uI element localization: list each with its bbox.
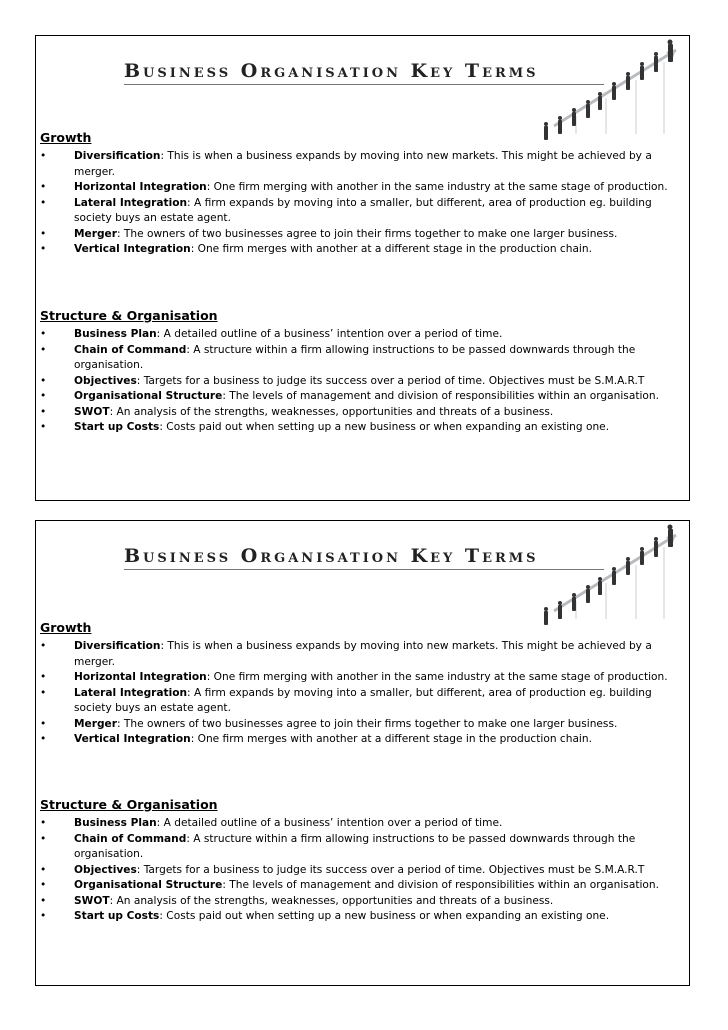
term-definition: : A detailed outline of a business’ intention over a period of time. xyxy=(156,328,503,340)
term-definition: : One firm merges with another at a different stage in the production chain. xyxy=(190,243,592,255)
term-name: SWOT xyxy=(74,405,110,418)
term-definition: : A structure within a firm allowing instructions to be passed downwards through the organisation. xyxy=(74,832,636,860)
term-name: Horizontal Integration xyxy=(74,181,207,193)
term-definition: : Targets for a business to judge its success over a period of time. Objectives must be S.M.A.R.T xyxy=(136,374,645,387)
bullet-icon: • xyxy=(40,405,47,418)
term-item xyxy=(40,816,688,832)
term-definition: : Costs paid out when setting up a new business or when expanding an existing one. xyxy=(159,421,610,433)
term-item xyxy=(40,732,688,748)
term-name: Objectives xyxy=(74,863,137,876)
term-name: Chain of Command xyxy=(74,343,187,356)
term-definition: : This is when a business expands by moving into new markets. This might be achieved by a merger. xyxy=(74,150,652,178)
section-heading-structure: Structure & Organisation xyxy=(40,308,218,323)
term-item xyxy=(40,242,688,258)
term-name: Organisational Structure xyxy=(74,390,223,402)
bullet-icon: • xyxy=(40,421,47,433)
term-definition: : A structure within a firm allowing instructions to be passed downwards through the organisation. xyxy=(74,343,636,371)
term-definition: : Costs paid out when setting up a new business or when expanding an existing one. xyxy=(159,910,610,922)
bullet-icon: • xyxy=(40,832,47,845)
term-item xyxy=(40,327,688,343)
term-item xyxy=(40,374,688,390)
bullet-icon: • xyxy=(40,894,47,907)
term-name: Business Plan xyxy=(74,817,157,829)
term-definition: : A detailed outline of a business’ intention over a period of time. xyxy=(156,817,503,829)
term-definition: : The owners of two businesses agree to join their firms together to make one larger business. xyxy=(116,227,618,240)
bullet-icon: • xyxy=(40,343,47,356)
term-definition: : One firm merging with another in the same industry at the same stage of production. xyxy=(206,671,668,683)
bullet-icon: • xyxy=(40,671,47,683)
term-item xyxy=(40,909,688,925)
section-heading-growth: Growth xyxy=(40,620,92,635)
term-item xyxy=(40,639,688,670)
bullet-icon: • xyxy=(40,640,47,652)
term-item xyxy=(40,670,688,686)
term-name: Lateral Integration xyxy=(74,686,188,699)
term-item xyxy=(40,389,688,405)
term-item xyxy=(40,180,688,196)
term-definition: : The levels of management and division of responsibilities within an organisation. xyxy=(222,879,659,891)
growth-term-list xyxy=(40,639,688,748)
bullet-icon: • xyxy=(40,374,47,387)
term-name: Business Plan xyxy=(74,328,157,340)
card-title: Business Organisation Key Terms xyxy=(124,543,604,570)
term-name: SWOT xyxy=(74,894,110,907)
bullet-icon: • xyxy=(40,733,47,745)
term-name: Chain of Command xyxy=(74,832,187,845)
business-growth-illustration xyxy=(536,38,686,146)
term-definition: : A firm expands by moving into a smaller, but different, area of production eg. building society buys an estate agent. xyxy=(74,196,652,224)
term-item xyxy=(40,878,688,894)
term-definition: : An analysis of the strengths, weaknesses, opportunities and threats of a business. xyxy=(109,894,554,907)
bullet-icon: • xyxy=(40,328,47,340)
term-item xyxy=(40,227,688,243)
term-definition: : One firm merging with another in the same industry at the same stage of production. xyxy=(206,181,668,193)
term-item xyxy=(40,149,688,180)
term-item xyxy=(40,863,688,879)
term-definition: : A firm expands by moving into a smaller, but different, area of production eg. building society buys an estate agent. xyxy=(74,686,652,714)
bullet-icon: • xyxy=(40,717,47,730)
bullet-icon: • xyxy=(40,227,47,240)
term-name: Merger xyxy=(74,227,117,240)
term-definition: : The owners of two businesses agree to join their firms together to make one larger business. xyxy=(116,717,618,730)
term-item xyxy=(40,420,688,436)
term-name: Diversification xyxy=(74,640,161,652)
bullet-icon: • xyxy=(40,196,47,209)
term-item xyxy=(40,405,688,421)
term-definition: : One firm merges with another at a different stage in the production chain. xyxy=(190,733,592,745)
bullet-icon: • xyxy=(40,150,47,162)
term-name: Lateral Integration xyxy=(74,196,188,209)
term-item xyxy=(40,832,688,863)
section-heading-growth: Growth xyxy=(40,130,92,145)
bullet-icon: • xyxy=(40,686,47,699)
term-name: Start up Costs xyxy=(74,421,160,433)
bullet-icon: • xyxy=(40,181,47,193)
term-definition: : The levels of management and division of responsibilities within an organisation. xyxy=(222,390,659,402)
bullet-icon: • xyxy=(40,863,47,876)
section-heading-structure: Structure & Organisation xyxy=(40,797,218,812)
term-name: Merger xyxy=(74,717,117,730)
term-name: Horizontal Integration xyxy=(74,671,207,683)
term-item xyxy=(40,196,688,227)
bullet-icon: • xyxy=(40,243,47,255)
term-name: Organisational Structure xyxy=(74,879,223,891)
term-item xyxy=(40,343,688,374)
bullet-icon: • xyxy=(40,817,47,829)
term-name: Diversification xyxy=(74,150,161,162)
term-item xyxy=(40,717,688,733)
structure-term-list xyxy=(40,327,688,436)
growth-term-list xyxy=(40,149,688,258)
key-terms-card-1 xyxy=(35,35,690,501)
key-terms-card-2 xyxy=(35,520,690,986)
term-name: Vertical Integration xyxy=(74,733,191,745)
bullet-icon: • xyxy=(40,390,47,402)
term-name: Objectives xyxy=(74,374,137,387)
bullet-icon: • xyxy=(40,879,47,891)
term-name: Start up Costs xyxy=(74,910,160,922)
business-growth-illustration xyxy=(536,523,686,631)
bullet-icon: • xyxy=(40,910,47,922)
term-name: Vertical Integration xyxy=(74,243,191,255)
term-definition: : An analysis of the strengths, weaknesses, opportunities and threats of a business. xyxy=(109,405,554,418)
structure-term-list xyxy=(40,816,688,925)
term-item xyxy=(40,686,688,717)
term-definition: : This is when a business expands by moving into new markets. This might be achieved by a merger. xyxy=(74,640,652,668)
term-item xyxy=(40,894,688,910)
card-title: Business Organisation Key Terms xyxy=(124,58,604,85)
term-definition: : Targets for a business to judge its success over a period of time. Objectives must be S.M.A.R.T xyxy=(136,863,645,876)
